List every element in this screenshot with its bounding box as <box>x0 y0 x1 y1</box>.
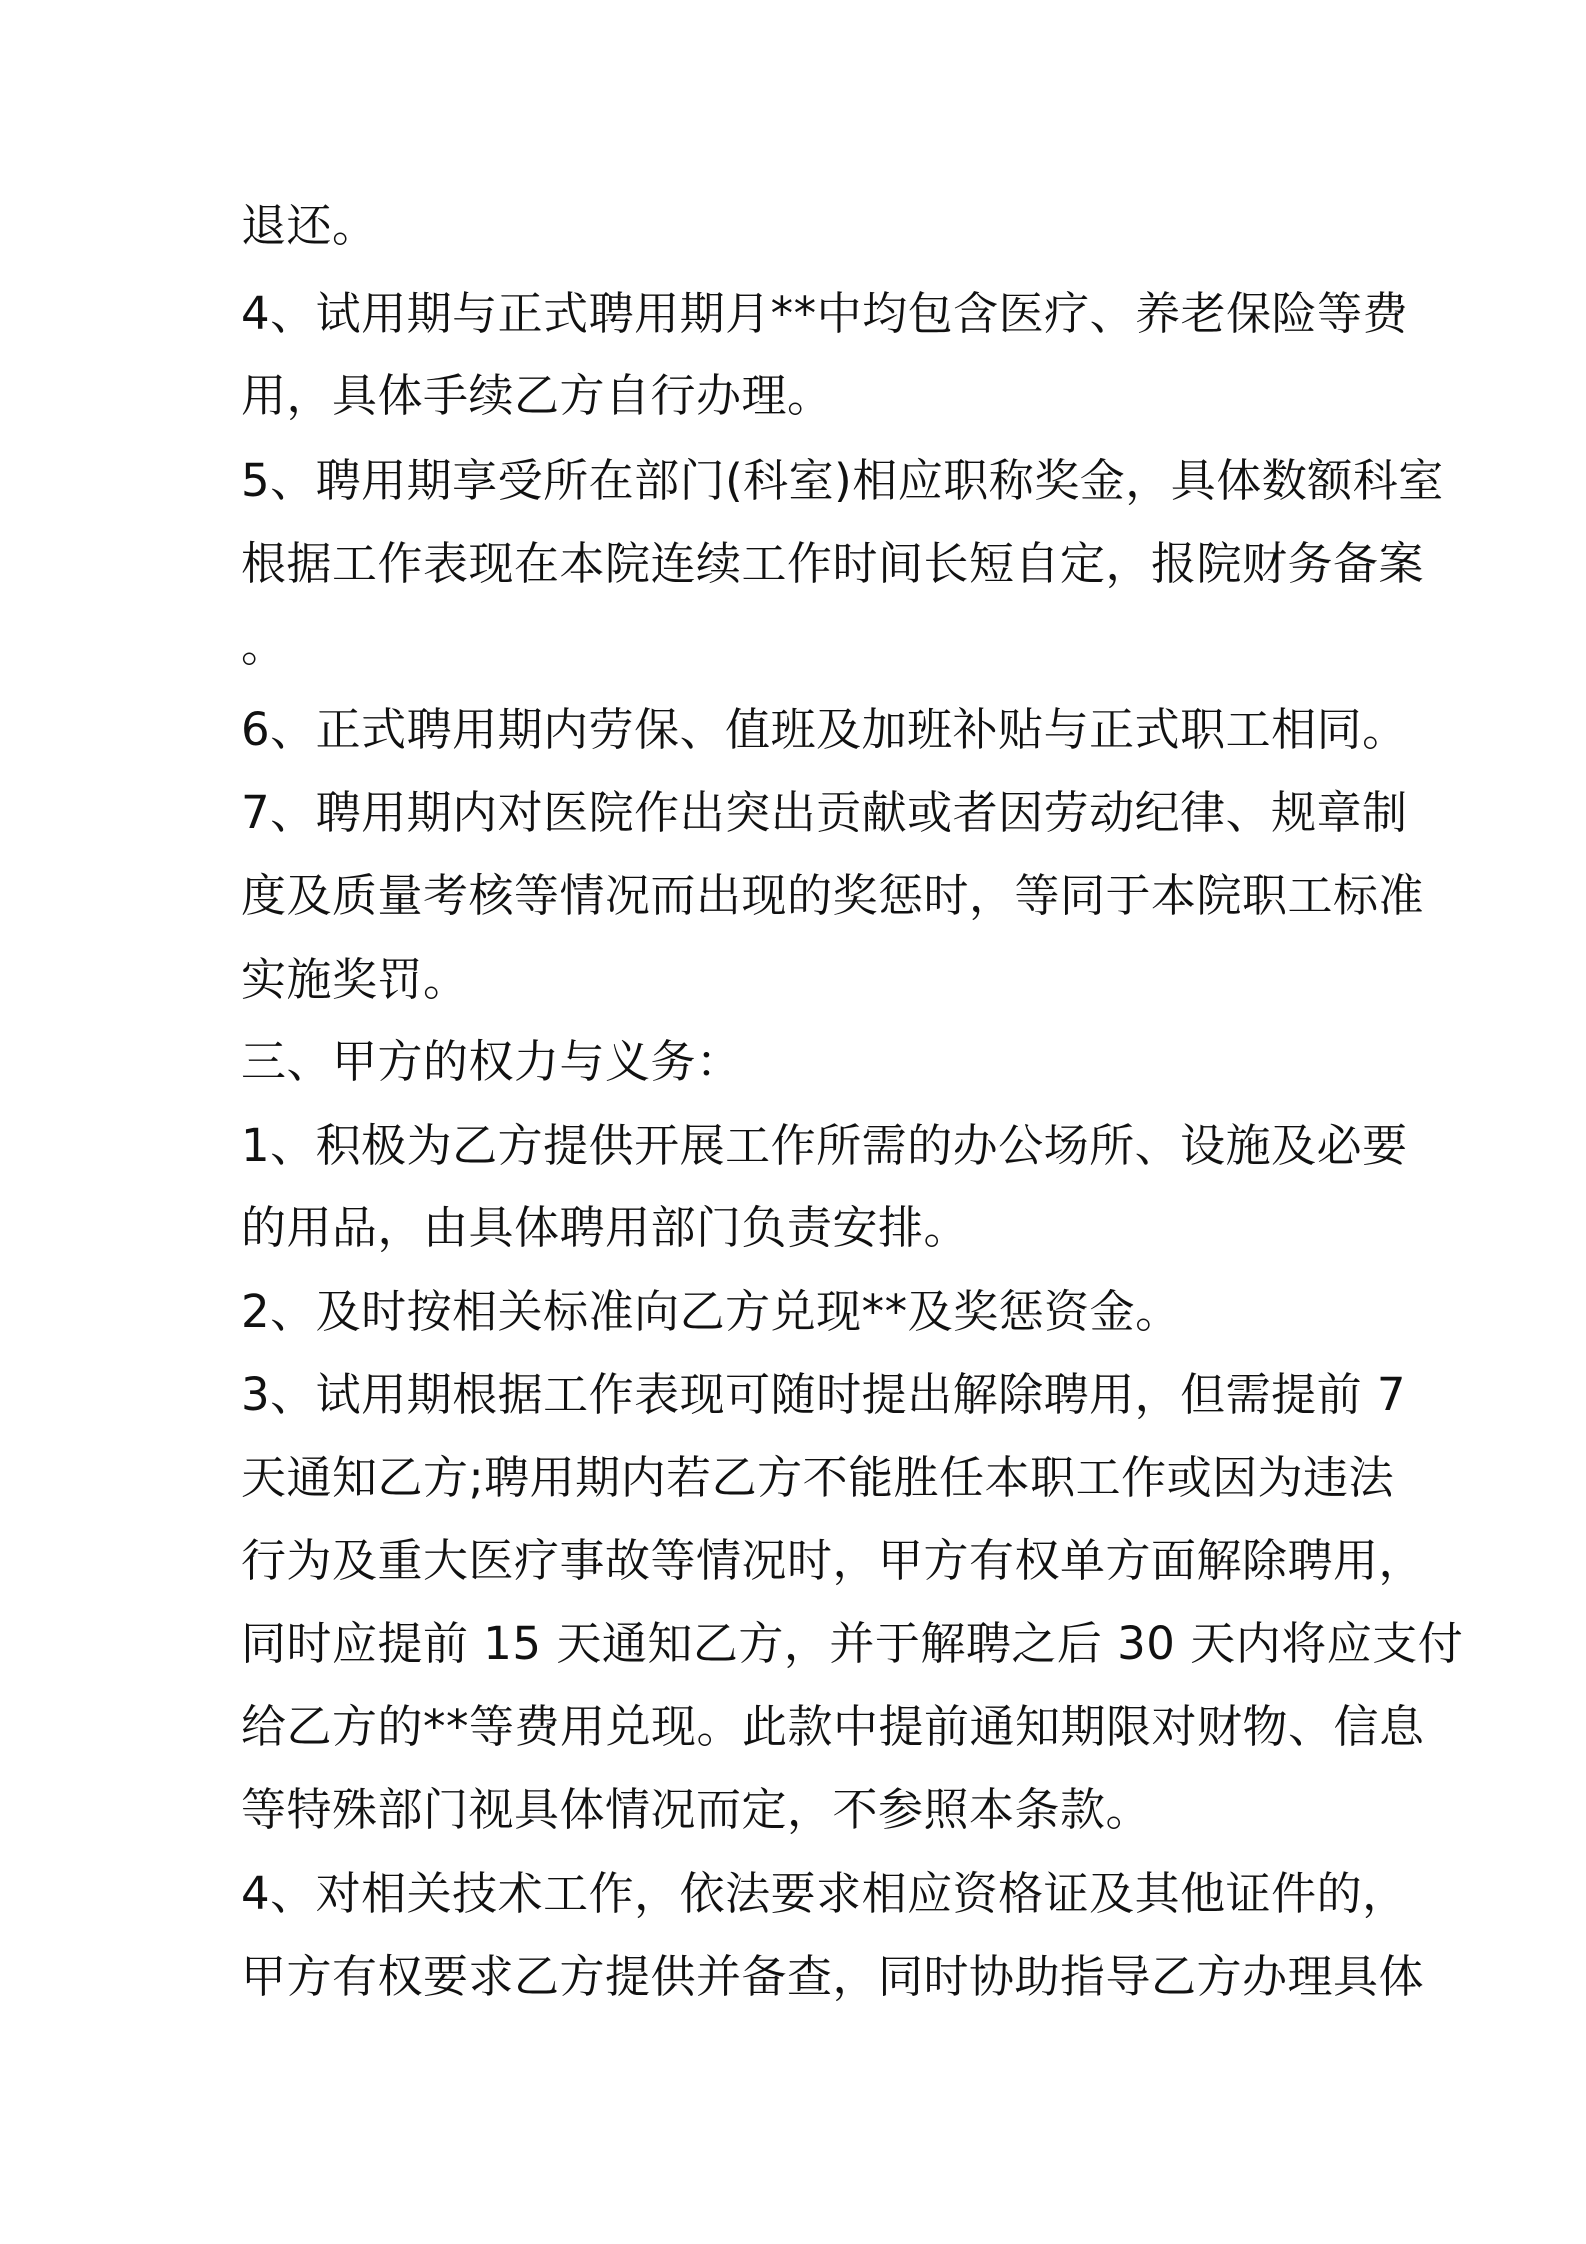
text-line: 甲方有权要求乙方提供并备查，同时协助指导乙方办理具体 <box>241 1950 1425 2003</box>
text-line: 同时应提前 15 天通知乙方，并于解聘之后 30 天内将应支付 <box>241 1617 1464 1670</box>
text-line: 3、试用期根据工作表现可随时提出解除聘用，但需提前 7 <box>241 1368 1407 1421</box>
text-line: 2、及时按相关标准向乙方兑现**及奖惩资金。 <box>241 1285 1181 1338</box>
text-line: 实施奖罚。 <box>241 953 469 1006</box>
text-line: 根据工作表现在本院连续工作时间长短自定，报院财务备案 <box>241 537 1425 590</box>
text-line: 6、正式聘用期内劳保、值班及加班补贴与正式职工相同。 <box>241 703 1408 756</box>
text-line: 7、聘用期内对医院作出突出贡献或者因劳动纪律、规章制 <box>241 786 1408 839</box>
text-line: 4、试用期与正式聘用期月**中均包含医疗、养老保险等费 <box>241 287 1409 340</box>
text-line: 4、对相关技术工作，依法要求相应资格证及其他证件的， <box>241 1867 1408 1920</box>
text-line: 用，具体手续乙方自行办理。 <box>241 369 833 422</box>
text-line: 等特殊部门视具体情况而定，不参照本条款。 <box>241 1783 1152 1836</box>
text-line: 度及质量考核等情况而出现的奖惩时，等同于本院职工标准 <box>241 869 1425 922</box>
text-line: 给乙方的**等费用兑现。此款中提前通知期限对财物、信息 <box>241 1700 1425 1753</box>
text-line: 的用品，由具体聘用部门负责安排。 <box>241 1201 970 1254</box>
text-line: 天通知乙方;聘用期内若乙方不能胜任本职工作或因为违法 <box>241 1451 1395 1504</box>
text-line: 退还。 <box>241 199 378 252</box>
text-line: 1、积极为乙方提供开展工作所需的办公场所、设施及必要 <box>241 1119 1408 1172</box>
section-heading: 三、甲方的权力与义务： <box>241 1035 742 1088</box>
text-line: 5、聘用期享受所在部门(科室)相应职称奖金，具体数额科室 <box>241 454 1444 507</box>
text-line: 行为及重大医疗事故等情况时，甲方有权单方面解除聘用， <box>241 1534 1425 1587</box>
text-line: 。 <box>241 619 287 672</box>
